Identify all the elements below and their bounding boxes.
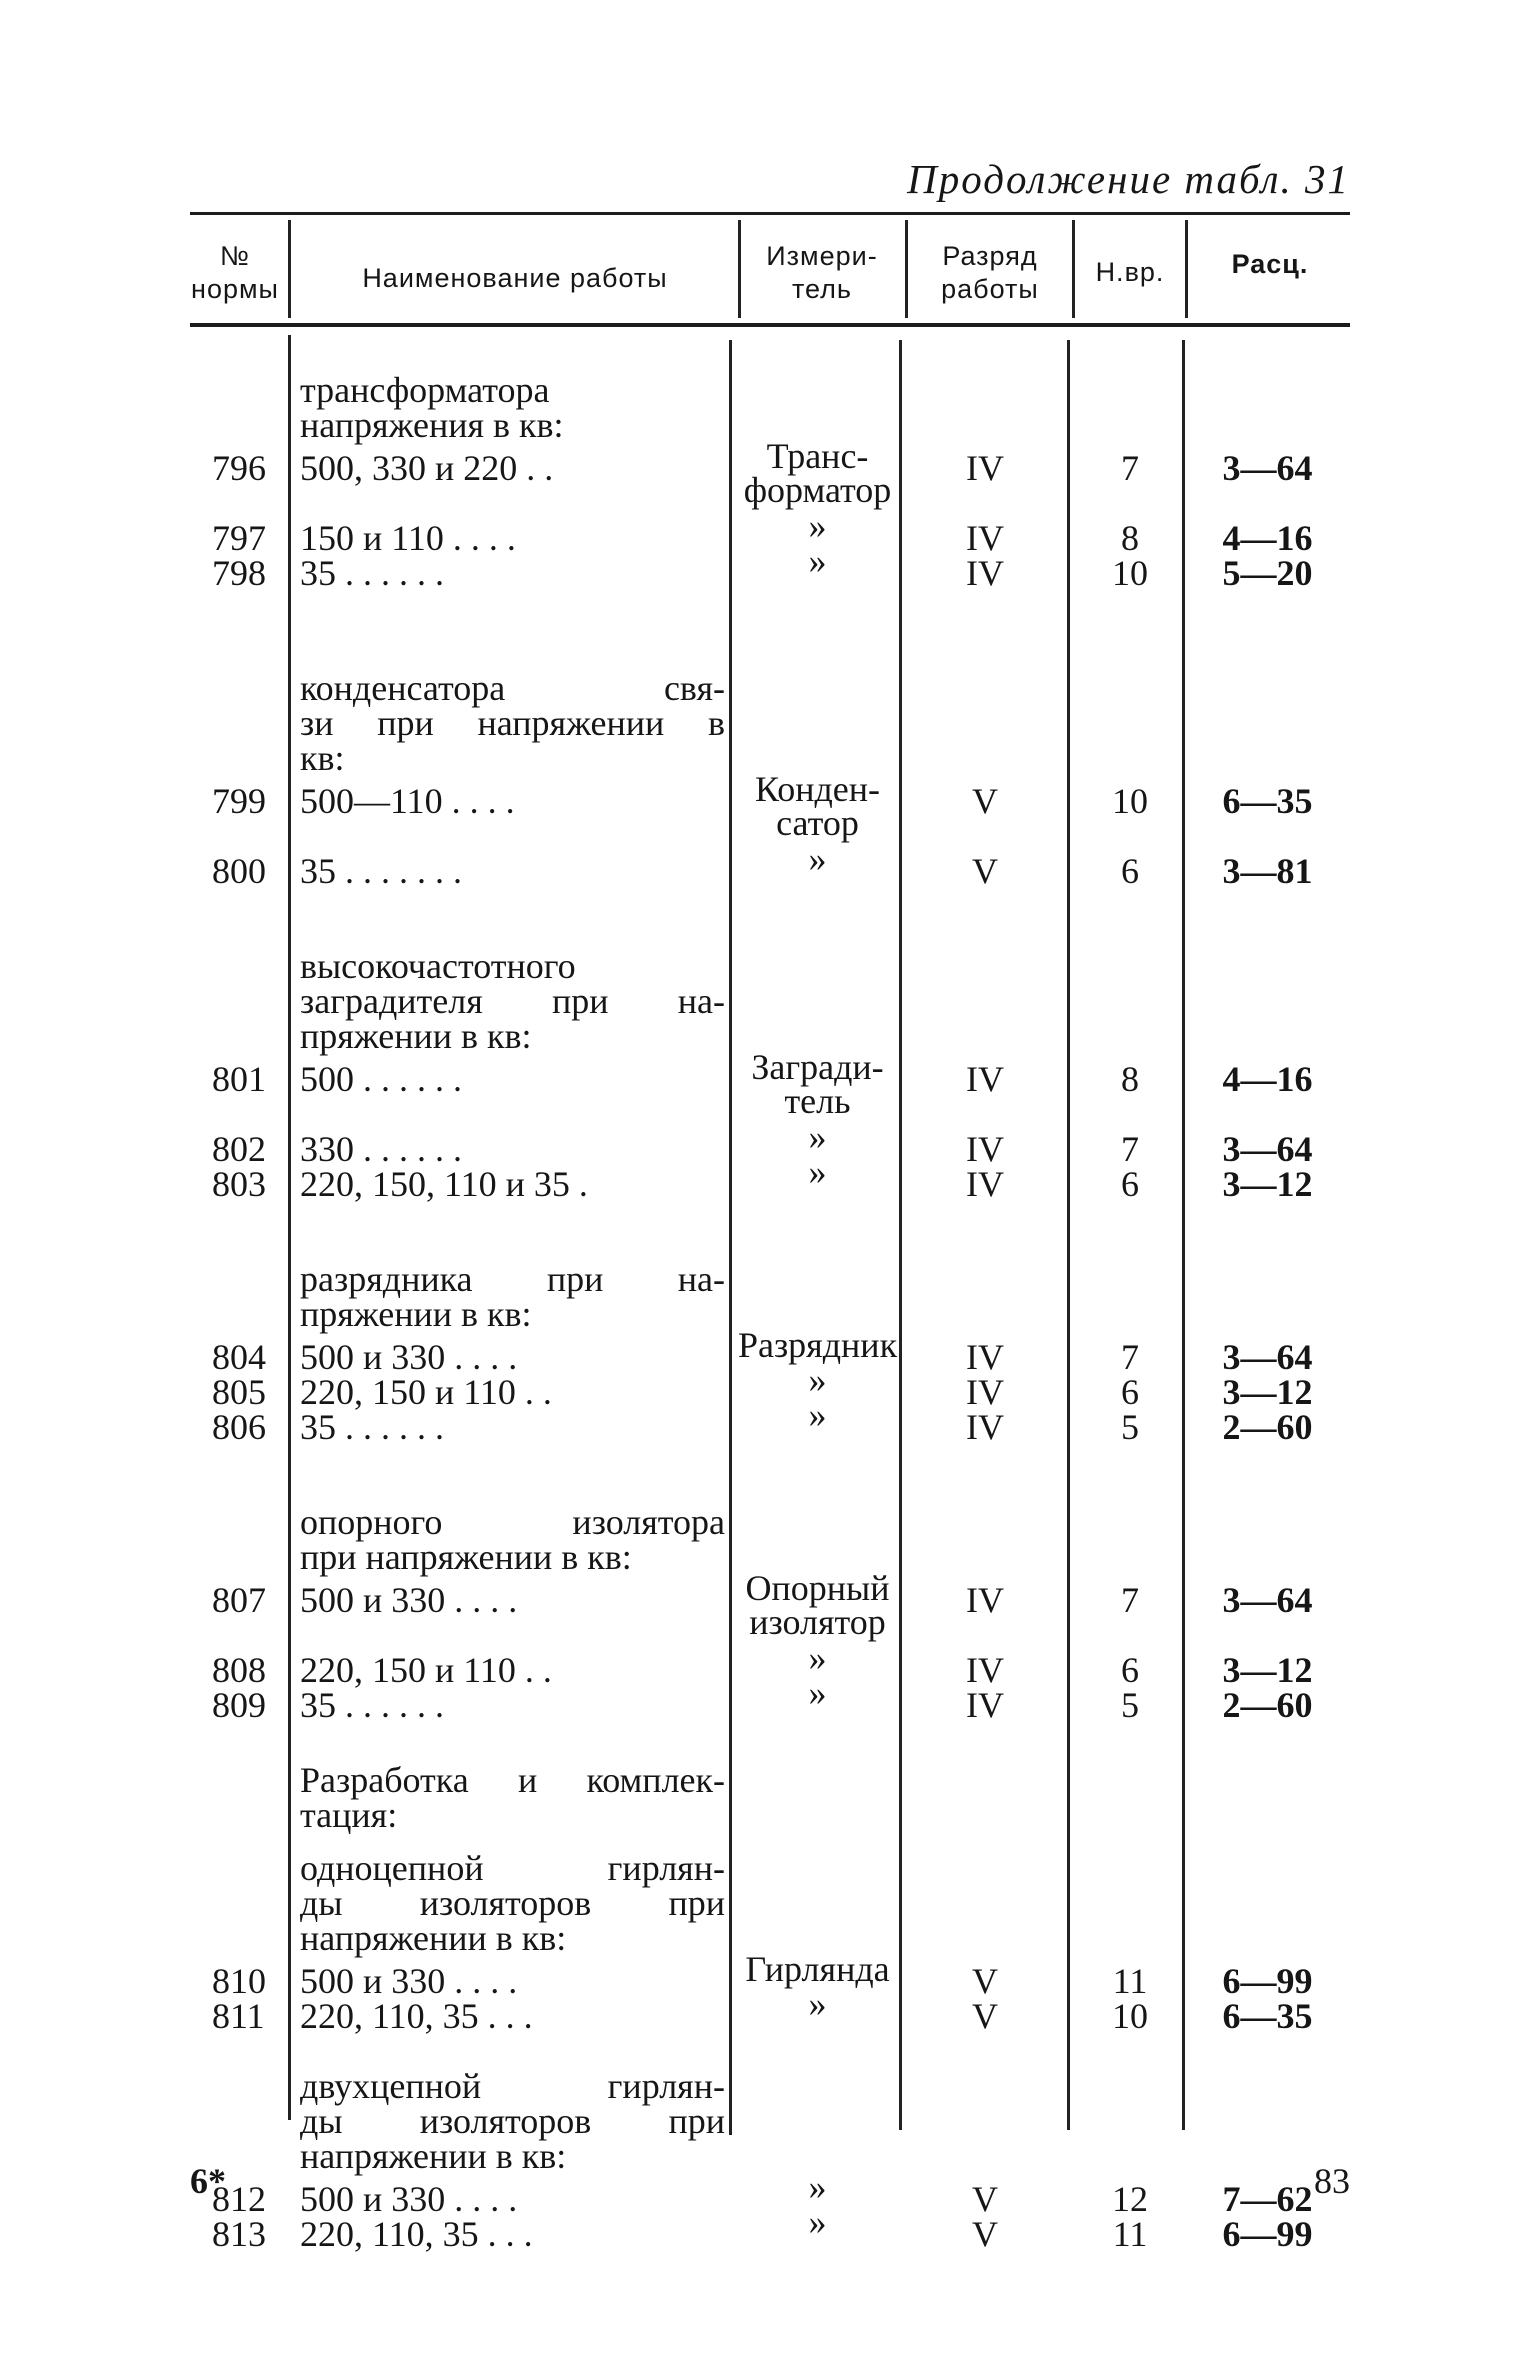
- row-grade: IV: [966, 1372, 1004, 1412]
- row-name: 35 . . . . . .: [300, 1407, 444, 1447]
- row-name: 500 и 330 . . . .: [300, 1580, 518, 1620]
- row-grade: IV: [966, 1164, 1004, 1204]
- row-unit: »: [808, 1673, 827, 1713]
- row-rate: 7—62: [1222, 2179, 1313, 2219]
- table-caption: Продолжение табл. 31: [907, 156, 1350, 202]
- row-unit: »: [808, 1395, 827, 1435]
- row-name: 35 . . . . . . .: [300, 851, 462, 891]
- row-grade: IV: [966, 1059, 1004, 1099]
- row-number: 796: [212, 448, 266, 488]
- row-number: 807: [212, 1580, 266, 1620]
- row-grade: V: [972, 1996, 998, 2036]
- row-grade: IV: [966, 1129, 1004, 1169]
- row-grade: IV: [966, 518, 1004, 558]
- row-unit: »: [808, 506, 827, 546]
- row-number: 803: [212, 1164, 266, 1204]
- row-number: 812: [212, 2179, 266, 2219]
- section-title-line: тация:: [300, 1795, 398, 1835]
- row-unit: »: [808, 2202, 827, 2242]
- section-title-line: конденсатора свя-: [300, 668, 725, 708]
- section-title-line: двухцепной гирлян-: [300, 2066, 725, 2106]
- row-hours: 6: [1121, 851, 1139, 891]
- section-title-line: пряжении в кв:: [300, 1016, 532, 1056]
- row-rate: 3—64: [1222, 448, 1313, 488]
- row-name: 220, 110, 35 . . .: [300, 2214, 533, 2254]
- page-number: 83: [1314, 2161, 1350, 2201]
- row-hours: 5: [1121, 1407, 1139, 1447]
- row-hours: 7: [1121, 1129, 1139, 1169]
- row-unit: »: [808, 1360, 827, 1400]
- row-unit: тель: [784, 1081, 851, 1121]
- section-title-line: при напряжении в кв:: [300, 1537, 632, 1577]
- row-hours: 5: [1121, 1685, 1139, 1725]
- row-hours: 6: [1121, 1372, 1139, 1412]
- row-number: 798: [212, 553, 266, 593]
- row-number: 800: [212, 851, 266, 891]
- row-name: 500 и 330 . . . .: [300, 2179, 518, 2219]
- section-title-line: трансформатора: [300, 370, 550, 410]
- section-title-line: высокочастотного: [300, 946, 576, 986]
- section-title-line: Разработка и комплек-: [300, 1760, 725, 1800]
- row-rate: 5—20: [1222, 553, 1313, 593]
- section-title-line: пряжении в кв:: [300, 1294, 532, 1334]
- row-name: 500 и 330 . . . .: [300, 1337, 518, 1377]
- row-name: 500—110 . . . .: [300, 781, 515, 821]
- row-rate: 6—35: [1222, 1996, 1313, 2036]
- row-name: 500 и 330 . . . .: [300, 1961, 518, 2001]
- row-hours: 10: [1112, 781, 1148, 821]
- row-grade: V: [972, 851, 998, 891]
- row-unit: »: [808, 541, 827, 581]
- row-rate: 3—64: [1222, 1337, 1313, 1377]
- row-number: 809: [212, 1685, 266, 1725]
- row-hours: 8: [1121, 1059, 1139, 1099]
- row-number: 801: [212, 1059, 266, 1099]
- row-grade: IV: [966, 1685, 1004, 1725]
- row-grade: IV: [966, 1337, 1004, 1377]
- header-num-line1: №: [220, 241, 250, 271]
- row-name: 35 . . . . . .: [300, 1685, 444, 1725]
- row-grade: V: [972, 2214, 998, 2254]
- row-unit: Разрядник: [737, 1325, 898, 1365]
- row-grade: IV: [966, 1580, 1004, 1620]
- row-unit: Загради-: [751, 1047, 884, 1087]
- section-title-line: кв:: [300, 738, 345, 778]
- row-unit: Опорный: [745, 1568, 890, 1608]
- row-unit: »: [808, 1638, 827, 1678]
- row-hours: 11: [1112, 2214, 1148, 2254]
- row-rate: 4—16: [1222, 518, 1313, 558]
- row-unit: изолятор: [749, 1602, 886, 1642]
- row-hours: 7: [1121, 448, 1139, 488]
- signature-mark: 6*: [190, 2161, 226, 2201]
- row-hours: 7: [1121, 1337, 1139, 1377]
- section-title-line: опорного изолятора: [300, 1502, 725, 1542]
- row-unit: »: [808, 1117, 827, 1157]
- row-rate: 3—12: [1222, 1372, 1313, 1412]
- header-grade-line2: работы: [941, 274, 1039, 304]
- row-number: 810: [212, 1961, 266, 2001]
- section-title-line: заградителя при на-: [300, 981, 725, 1021]
- row-rate: 6—99: [1222, 1961, 1313, 2001]
- header-num-line2: нормы: [191, 274, 279, 304]
- row-number: 811: [212, 1996, 265, 2036]
- row-name: 220, 110, 35 . . .: [300, 1996, 533, 2036]
- row-grade: IV: [966, 448, 1004, 488]
- row-unit: »: [808, 839, 827, 879]
- row-number: 806: [212, 1407, 266, 1447]
- section-title-line: напряжении в кв:: [300, 2136, 567, 2176]
- row-name: 150 и 110 . . . .: [300, 518, 516, 558]
- row-hours: 10: [1112, 553, 1148, 593]
- row-hours: 12: [1112, 2179, 1148, 2219]
- row-number: 802: [212, 1129, 266, 1169]
- row-rate: 3—12: [1222, 1650, 1313, 1690]
- row-unit: Транс-: [766, 436, 869, 476]
- section-title-line: напряжения в кв:: [300, 405, 564, 445]
- row-hours: 6: [1121, 1650, 1139, 1690]
- row-hours: 7: [1121, 1580, 1139, 1620]
- row-number: 805: [212, 1372, 266, 1412]
- row-rate: 3—12: [1222, 1164, 1313, 1204]
- row-rate: 6—35: [1222, 781, 1313, 821]
- row-name: 220, 150 и 110 . .: [300, 1372, 552, 1412]
- header-name-text: Наименование работы: [362, 263, 668, 293]
- row-name: 500, 330 и 220 . .: [300, 448, 554, 488]
- row-rate: 6—99: [1222, 2214, 1313, 2254]
- section-title-line: разрядника при на-: [300, 1259, 725, 1299]
- row-number: 797: [212, 518, 266, 558]
- header-hours-text: Н.вр.: [1095, 257, 1165, 287]
- row-rate: 4—16: [1222, 1059, 1313, 1099]
- row-unit: Конден-: [754, 769, 881, 809]
- section-title-line: ды изоляторов при: [300, 1883, 725, 1923]
- row-unit: »: [808, 2167, 827, 2207]
- row-grade: IV: [966, 1407, 1004, 1447]
- row-name: 35 . . . . . .: [300, 553, 444, 593]
- row-grade: V: [972, 1961, 998, 2001]
- row-hours: 8: [1121, 518, 1139, 558]
- row-name: 220, 150 и 110 . .: [300, 1650, 552, 1690]
- row-rate: 3—64: [1222, 1129, 1313, 1169]
- row-rate: 3—81: [1222, 851, 1313, 891]
- row-grade: IV: [966, 553, 1004, 593]
- row-unit: сатор: [776, 803, 859, 843]
- row-unit: »: [808, 1152, 827, 1192]
- row-rate: 3—64: [1222, 1580, 1313, 1620]
- row-hours: 10: [1112, 1996, 1148, 2036]
- header-rate-text: Расц.: [1231, 249, 1309, 279]
- row-hours: 6: [1121, 1164, 1139, 1204]
- section-title-line: одноцепной гирлян-: [300, 1848, 725, 1888]
- row-unit: »: [808, 1984, 827, 2024]
- row-unit: Гирлянда: [745, 1949, 890, 1989]
- row-name: 330 . . . . . .: [300, 1129, 462, 1169]
- row-number: 804: [212, 1337, 266, 1377]
- header-unit-line2: тель: [791, 274, 852, 304]
- row-number: 813: [212, 2214, 266, 2254]
- row-grade: IV: [966, 1650, 1004, 1690]
- header-unit-line1: Измери-: [766, 241, 878, 271]
- row-number: 808: [212, 1650, 266, 1690]
- row-rate: 2—60: [1222, 1685, 1313, 1725]
- row-name: 500 . . . . . .: [300, 1059, 462, 1099]
- row-number: 799: [212, 781, 266, 821]
- row-grade: V: [972, 781, 998, 821]
- row-unit: форматор: [743, 470, 892, 510]
- section-title-line: зи при напряжении в: [300, 703, 725, 743]
- section-title-line: напряжении в кв:: [300, 1918, 567, 1958]
- section-title-line: ды изоляторов при: [300, 2101, 725, 2141]
- row-hours: 11: [1112, 1961, 1148, 2001]
- row-grade: V: [972, 2179, 998, 2219]
- header-grade-line1: Разряд: [942, 241, 1038, 271]
- row-rate: 2—60: [1222, 1407, 1313, 1447]
- row-name: 220, 150, 110 и 35 .: [300, 1164, 588, 1204]
